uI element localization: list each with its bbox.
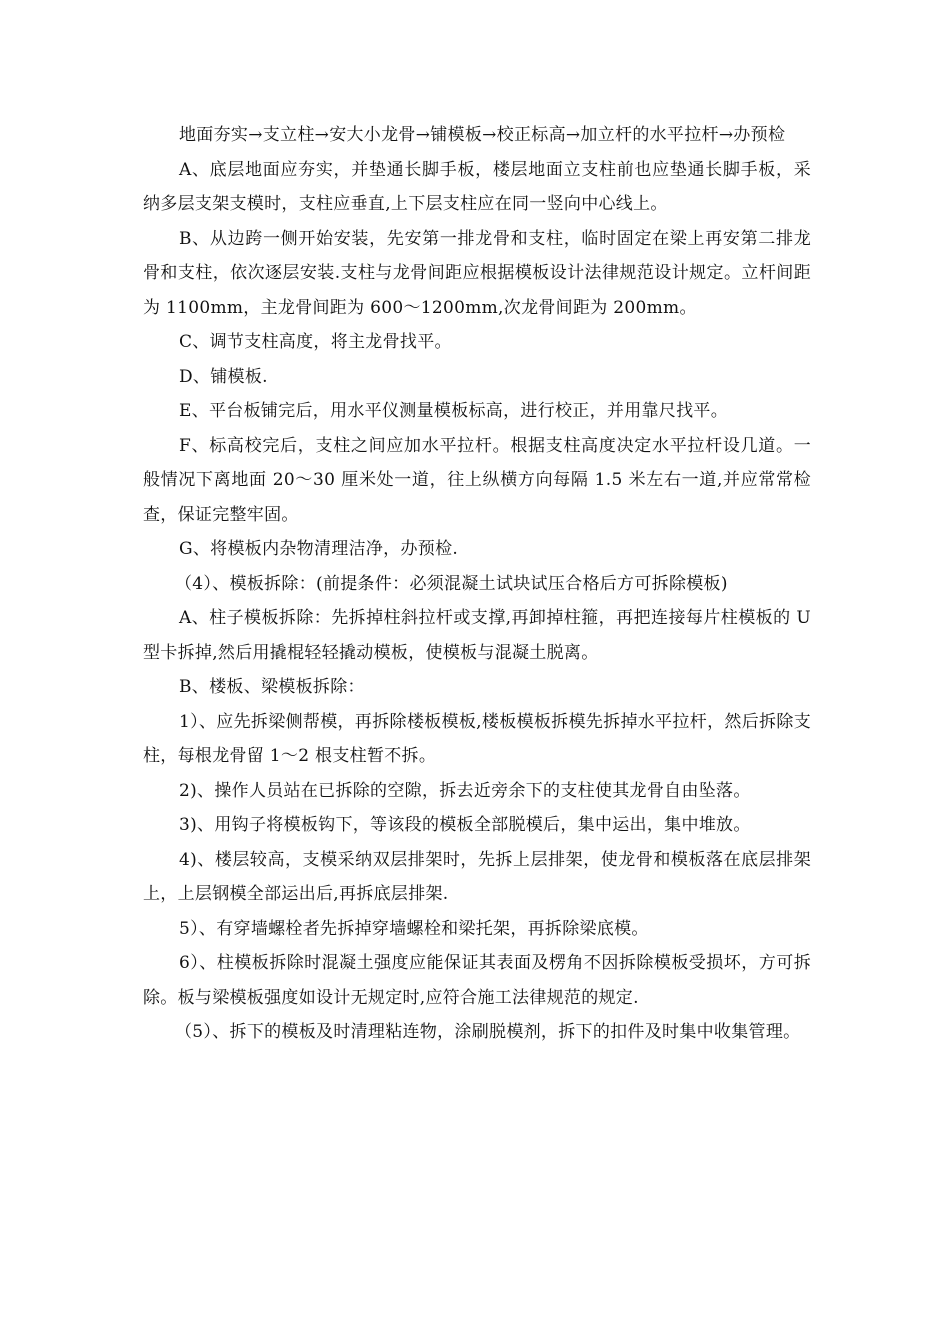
paragraph-step-b: B、从边跨一侧开始安装，先安第一排龙骨和支柱，临时固定在梁上再安第二排龙骨和支柱，依次逐层安装.支柱与龙骨间距应根据模板设计法律规范设计规定。立杆间距为 1100mm，主龙骨间距为 600～1200mm,次龙骨间距为 200mm。 [143, 228, 811, 318]
section-heading-formwork-removal: （4）、模板拆除：(前提条件：必须混凝土试块试压合格后方可拆除模板) [175, 573, 728, 594]
paragraph-removal-b-6: 6）、柱模板拆除时混凝土强度应能保证其表面及楞角不因拆除模板受损坏，方可拆除。板与梁模板强度如设计无规定时,应符合施工法律规范的规定. [143, 953, 811, 1008]
paragraph-removal-b-5: 5）、有穿墙螺栓者先拆掉穿墙螺栓和梁托架，再拆除梁底模。 [179, 918, 649, 939]
paragraph-removal-b-1: 1）、应先拆梁侧帮模，再拆除楼板模板,楼板模板拆模先拆掉水平拉杆，然后拆除支柱，每根龙骨留 1～2 根支柱暂不拆。 [143, 711, 811, 766]
paragraph-step-a: A、底层地面应夯实，并垫通长脚手板，楼层地面立支柱前也应垫通长脚手板，采纳多层支架支模时，支柱应垂直,上下层支柱应在同一竖向中心线上。 [143, 159, 811, 214]
paragraph-step-g: G、将模板内杂物清理洁净，办预检. [179, 539, 459, 559]
paragraph-step-f: F、标高校完后，支柱之间应加水平拉杆。根据支柱高度决定水平拉杆设几道。一般情况下离地面 20～30 厘米处一道，往上纵横方向每隔 1.5 米左右一道,并应常常检查，保证完整牢固。 [143, 435, 811, 525]
paragraph-removal-b-4: 4)、楼层较高，支模采纳双层排架时，先拆上层排架，使龙骨和模板落在底层排架上，上层钢模全部运出后,再拆底层排架. [143, 849, 811, 904]
paragraph-process-flow: 地面夯实→支立柱→安大小龙骨→铺模板→校正标高→加立杆的水平拉杆→办预检 [179, 125, 786, 145]
paragraph-removal-b-3: 3)、用钩子将模板钩下，等该段的模板全部脱模后，集中运出，集中堆放。 [179, 815, 751, 835]
paragraph-removal-b-2: 2)、操作人员站在已拆除的空隙，拆去近旁余下的支柱使其龙骨自由坠落。 [179, 780, 751, 801]
section-heading-cleanup: （5）、拆下的模板及时清理粘连物，涂刷脱模剂，拆下的扣件及时集中收集管理。 [175, 1022, 801, 1042]
paragraph-step-e: E、平台板铺完后，用水平仪测量模板标高，进行校正，并用靠尺找平。 [179, 401, 729, 421]
paragraph-removal-a: A、柱子模板拆除：先拆掉柱斜拉杆或支撑,再卸掉柱箍，再把连接每片柱模板的 U 型卡拆掉,然后用撬棍轻轻撬动模板，使模板与混凝土脱离。 [143, 608, 811, 663]
paragraph-step-c: C、调节支柱高度，将主龙骨找平。 [179, 332, 452, 352]
paragraph-step-d: D、铺模板. [179, 366, 268, 387]
paragraph-removal-b: B、楼板、梁模板拆除： [179, 677, 365, 697]
document-body [143, 118, 811, 1050]
